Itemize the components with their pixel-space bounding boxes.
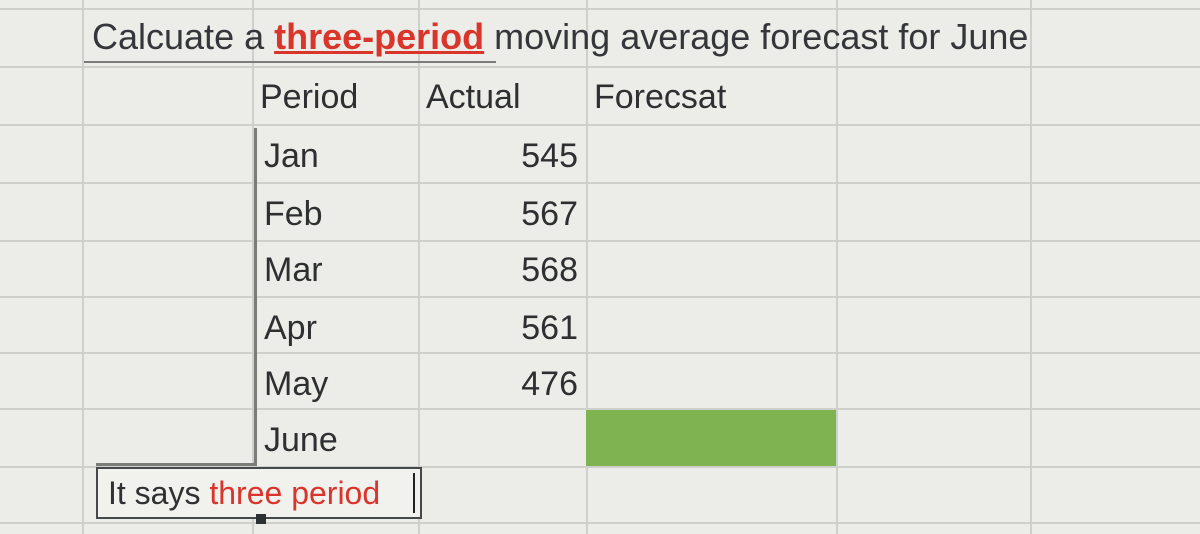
edit-cell-text — [108, 473, 380, 513]
title-emphasis: three-period — [274, 16, 485, 57]
edit-emphasis: three period — [209, 475, 381, 511]
period-cell[interactable]: Jan — [264, 137, 319, 175]
active-edit-cell[interactable] — [96, 467, 422, 519]
header-actual[interactable]: Actual — [426, 78, 521, 116]
actual-cell[interactable]: 476 — [521, 365, 578, 403]
period-cell[interactable]: June — [264, 421, 338, 459]
actual-cell[interactable]: 561 — [521, 309, 578, 347]
grid-line — [836, 0, 838, 534]
grid-line — [0, 296, 1200, 298]
period-cell[interactable]: Mar — [264, 251, 323, 289]
title-border — [84, 61, 496, 63]
june-forecast-cell[interactable] — [586, 410, 836, 466]
grid-line — [82, 0, 84, 534]
grid-line — [0, 66, 1200, 68]
table-border — [254, 128, 257, 466]
grid-line — [0, 182, 1200, 184]
grid-line — [1030, 0, 1032, 534]
actual-cell[interactable]: 567 — [521, 195, 578, 233]
grid-line — [0, 522, 1200, 524]
grid-line — [0, 8, 1200, 10]
table-border — [96, 463, 256, 466]
page-title[interactable] — [92, 15, 1028, 59]
actual-cell[interactable]: 568 — [521, 251, 578, 289]
title-suffix: moving average forecast for June — [484, 16, 1029, 57]
period-cell[interactable]: May — [264, 365, 329, 403]
edit-prefix: It says — [108, 475, 210, 511]
title-prefix: Calcuate a — [92, 16, 275, 57]
text-cursor — [413, 473, 415, 513]
header-forecast[interactable]: Forecsat — [594, 78, 727, 116]
period-cell[interactable]: Feb — [264, 195, 323, 233]
grid-line — [418, 0, 420, 534]
grid-line — [0, 124, 1200, 126]
grid-line — [0, 240, 1200, 242]
grid-line — [0, 352, 1200, 354]
period-cell[interactable]: Apr — [264, 309, 317, 347]
header-period[interactable]: Period — [260, 78, 359, 116]
fill-handle[interactable] — [256, 514, 266, 524]
actual-cell[interactable]: 545 — [521, 137, 578, 175]
